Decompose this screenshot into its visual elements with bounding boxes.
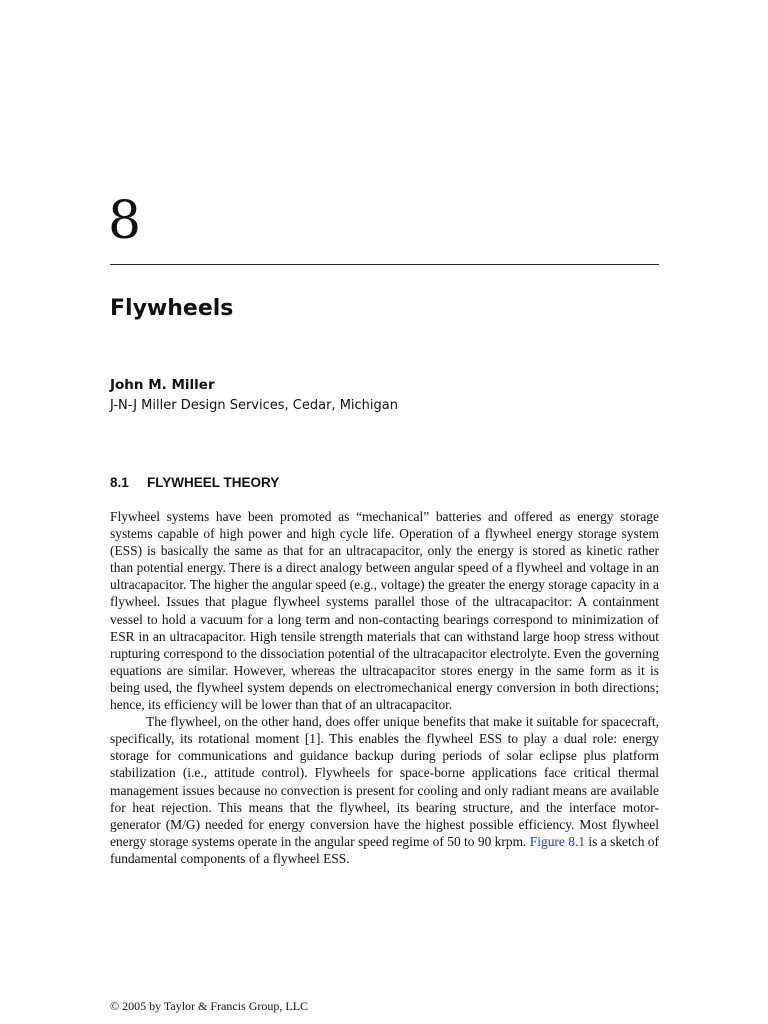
section-number: 8.1 <box>110 475 129 490</box>
paragraph-1: Flywheel systems have been promoted as “mechanical” batteries and offered as energy storage systems capable of high power and high cycle life. Operation of a flywheel energy storage system (ESS) is basically the same as that for an ultracapacitor, only the energy is stored as kinetic rather than potential energy. There is a direct analogy between angular speed of a flywheel and voltage in an ultracapacitor. The higher the angular speed (e.g., voltage) the greater the energy storage capacity in a flywheel. Issues that plague flywheel systems parallel those of the ultracapacitor: A containment vessel to hold a vacuum for a long term and non-contacting bearings correspond to minimization of ESR in an ultracapacitor. High tensile strength materials that can withstand large hoop stress without rupturing correspond to the dissociation potential of the ultracapacitor electrolyte. Even the governing equations are similar. However, whereas the ultracapacitor stores energy in the same form as it is being used, the flywheel system depends on electromechanical energy conversion in both directions; hence, its efficiency will be lower than that of an ultracapacitor. <box>110 509 659 713</box>
paragraph-2-text: The flywheel, on the other hand, does offer unique benefits that make it suitable for spacecraft, specifically, its rotational moment [1]. This enables the flywheel ESS to play a dual role: energy storage for communications and guidance backup during periods of solar eclipse plus platform stabilization (i.e., attitude control). Flywheels for space-borne applications face critical thermal management issues because no convection is present for cooling and only radiant means are available for heat rejection. This means that the flywheel, its bearing structure, and the interface motor-generator (M/G) needed for energy conversion have the highest possible efficiency. Most flywheel energy storage systems operate in the angular speed regime of 50 to 90 krpm. <box>110 714 659 849</box>
section-heading <box>110 474 279 492</box>
author-affiliation: J-N-J Miller Design Services, Cedar, Michigan <box>110 398 398 413</box>
body-text <box>110 508 659 867</box>
chapter-rule <box>110 264 659 265</box>
author-name: John M. Miller <box>110 377 215 393</box>
chapter-number: 8 <box>108 191 142 251</box>
copyright-footer: © 2005 by Taylor & Francis Group, LLC <box>110 999 309 1013</box>
chapter-title: Flywheels <box>110 296 234 321</box>
paragraph-2 <box>110 713 659 867</box>
paragraph-2-tail: is a sketch of fundamental components of a flywheel ESS. <box>110 833 659 866</box>
section-title: FLYWHEEL THEORY <box>147 475 280 490</box>
figure-link[interactable]: Figure 8.1 <box>529 833 586 849</box>
